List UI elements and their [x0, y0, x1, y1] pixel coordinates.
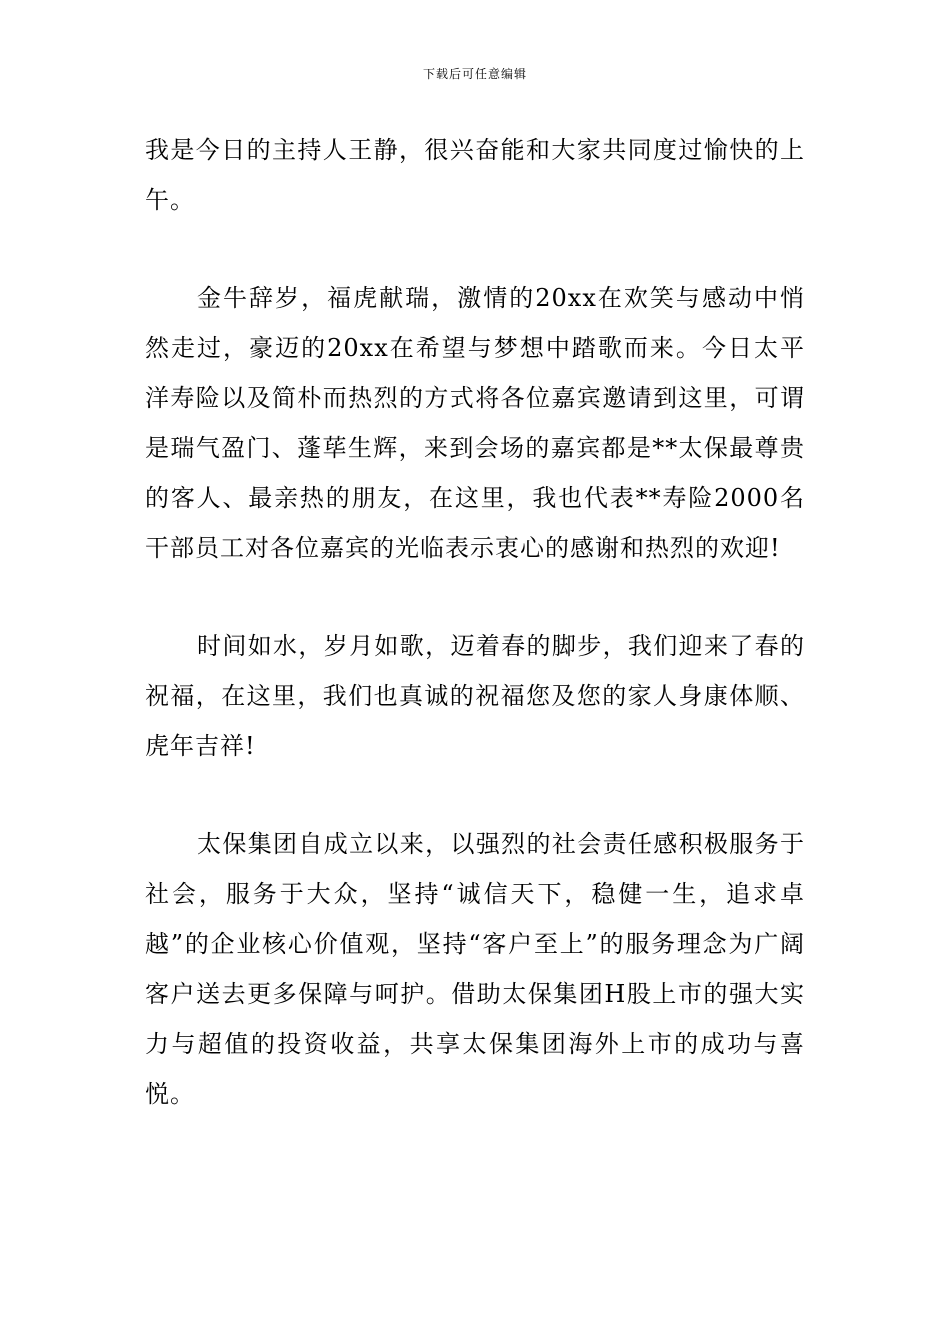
paragraph-4: 太保集团自成立以来，以强烈的社会责任感积极服务于社会，服务于大众，坚持“诚信天下，稳健一生，追求卓越”的企业核心价值观，坚持“客户至上”的服务理念为广阔客户送去更多保障与呵护。借助太保集团H股上市的强大实力与超值的投资收益，共享太保集团海外上市的成功与喜悦。	[145, 830, 805, 1108]
paragraph-gap	[145, 771, 805, 819]
paragraph-1: 我是今日的主持人王静，很兴奋能和大家共同度过愉快的上午。	[145, 136, 805, 214]
paragraph-gap	[145, 573, 805, 621]
paragraph-gap	[145, 225, 805, 273]
page-header-note: 下载后可任意编辑	[422, 67, 527, 81]
document-body	[145, 125, 805, 1119]
paragraph-2: 金牛辞岁，福虎献瑞，激情的20xx在欢笑与感动中悄然走过，豪迈的20xx在希望与梦想中踏歌而来。今日太平洋寿险以及简朴而热烈的方式将各位嘉宾邀请到这里，可谓是瑞气盈门、蓬荜生辉，来到会场的嘉宾都是**太保最尊贵的客人、最亲热的朋友，在这里，我也代表**寿险2000名干部员工对各位嘉宾的光临表示衷心的感谢和热烈的欢迎!	[145, 284, 805, 562]
paragraph-3: 时间如水，岁月如歌，迈着春的脚步，我们迎来了春的祝福，在这里，我们也真诚的祝福您及您的家人身康体顺、虎年吉祥!	[145, 632, 805, 760]
